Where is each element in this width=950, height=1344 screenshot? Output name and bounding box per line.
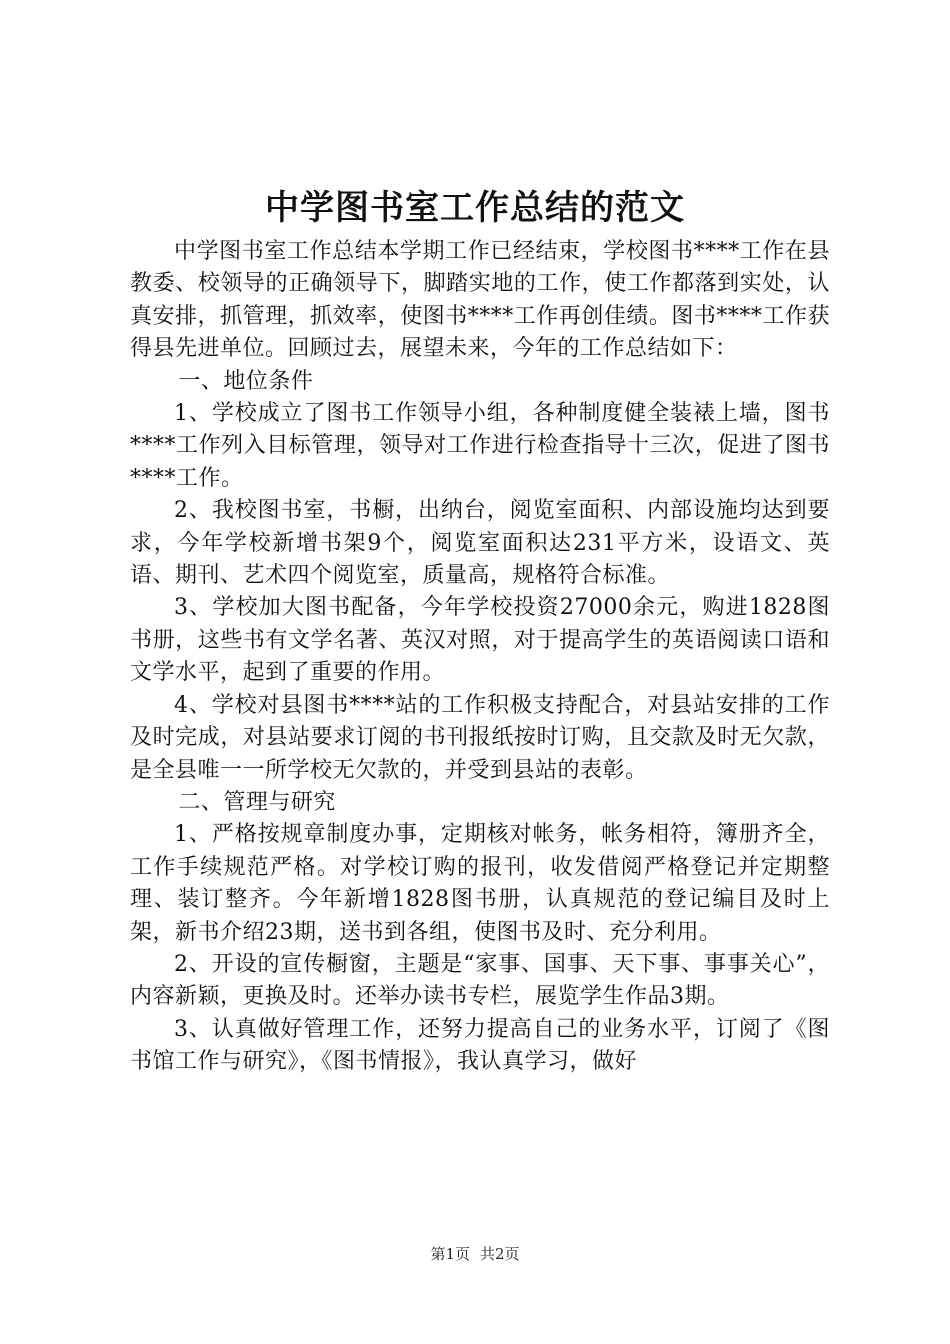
paragraph-management-3: 3、认真做好管理工作，还努力提高自己的业务水平，订阅了《图书馆工作与研究》，《图书情报》，我认真学习，做好 bbox=[130, 1016, 830, 1075]
paragraph-status-1: 1、学校成立了图书工作领导小组，各种制度健全装裱上墙，图书****工作列入目标管理，领导对工作进行检查指导十三次，促进了图书****工作。 bbox=[130, 401, 830, 491]
section-heading-management: 二、管理与研究 bbox=[178, 789, 336, 815]
intro-paragraph: 中学图书室工作总结本学期工作已经结束，学校图书****工作在县教委、校领导的正确领导下，脚踏实地的工作，使工作都落到实处，认真安排，抓管理，抓效率，使图书****工作再创佳绩。图书****工作获得县先进单位。回顾过去，展望未来，今年的工作总结如下： bbox=[130, 239, 830, 362]
document-title: 中学图书室工作总结的范文 bbox=[265, 188, 685, 228]
document-body bbox=[130, 236, 830, 1079]
section-heading-status: 一、地位条件 bbox=[178, 368, 314, 394]
paragraph-status-2: 2、我校图书室，书橱，出纳台，阅览室面积、内部设施均达到要求，今年学校新增书架9个，阅览室面积达231平方米，设语文、英语、期刊、艺术四个阅览室，质量高，规格符合标准。 bbox=[130, 498, 830, 589]
paragraph-management-2: 2、开设的宣传橱窗，主题是“家事、国事、天下事、事事关心”，内容新颖，更换及时。还举办读书专栏，展览学生作品3期。 bbox=[130, 951, 830, 1010]
page-total: 共2页 bbox=[480, 1245, 520, 1263]
page-number: 第1页 bbox=[430, 1245, 470, 1263]
paragraph-status-4: 4、学校对县图书****站的工作积极支持配合，对县站安排的工作及时完成，对县站要求订阅的书刊报纸按时订购，且交款及时无欠款，是全县唯一一所学校无欠款的，并受到县站的表彰。 bbox=[130, 692, 830, 783]
page-footer bbox=[0, 1242, 950, 1266]
paragraph-management-1: 1、严格按规章制度办事，定期核对帐务，帐务相符，簿册齐全，工作手续规范严格。对学校订购的报刊，收发借阅严格登记并定期整理、装订整齐。今年新增1828图书册，认真规范的登记编目及时上架，新书介绍23期，送书到各组，使图书及时、充分利用。 bbox=[130, 822, 830, 945]
paragraph-status-3: 3、学校加大图书配备，今年学校投资27000余元，购进1828图书册，这些书有文学名著、英汉对照，对于提高学生的英语阅读口语和文学水平，起到了重要的作用。 bbox=[130, 595, 830, 686]
